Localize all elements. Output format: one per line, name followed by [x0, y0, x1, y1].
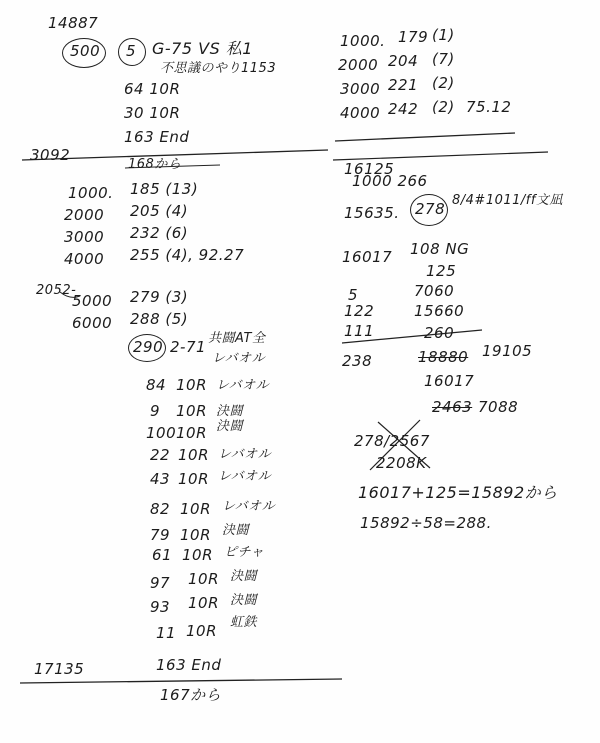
hit-n: 43	[150, 470, 171, 488]
val-16017: 16017	[342, 248, 393, 266]
hit-t: ピチャ	[224, 545, 265, 560]
val-108-ng: 108 NG	[410, 240, 470, 258]
table1-val: 185 (13)	[130, 180, 199, 198]
hit-t: 決闘	[216, 419, 244, 434]
hit-r: 10R	[176, 376, 208, 394]
table1-key: 4000	[64, 250, 105, 268]
hit-r: 10R	[176, 424, 208, 442]
hit-r: 10R	[176, 402, 208, 420]
table2-val: 288 (5)	[130, 310, 189, 328]
crossed-ratio: 278/2567	[354, 432, 430, 450]
struck-value-2: 2463	[432, 398, 473, 416]
val-16017b: 16017	[424, 372, 475, 390]
row-64: 64 10R	[124, 80, 181, 98]
val-125: 125	[426, 262, 457, 280]
rt-extra: 75.12	[466, 98, 512, 116]
circle-290-value: 290	[133, 338, 164, 356]
rt-key: 2000	[338, 56, 379, 74]
bottom-total: 17135	[34, 660, 85, 678]
sum-left: 5	[348, 286, 359, 304]
end-163: 163 End	[156, 656, 222, 674]
rt-count: (2)	[432, 74, 455, 92]
sum-right: 7060	[414, 282, 455, 300]
hit-t: レバオル	[216, 378, 270, 393]
note-271: 2-71	[170, 338, 207, 356]
val-15635: 15635.	[344, 204, 400, 222]
circle-5-value: 5	[126, 42, 137, 60]
hit-t: レバオル	[218, 447, 272, 462]
hit-n: 9	[150, 402, 161, 420]
table1-val: 205 (4)	[130, 202, 189, 220]
value-7088: 7088	[478, 398, 519, 416]
hit-r: 10R	[188, 594, 220, 612]
rt-count: (7)	[432, 50, 455, 68]
rt-key: 1000.	[340, 32, 386, 50]
hit-r: 10R	[178, 470, 210, 488]
sum-left: 122	[344, 302, 375, 320]
equation-1: 16017+125=15892から	[358, 483, 558, 502]
hit-t: 虹鉄	[230, 615, 258, 630]
hit-r: 10R	[182, 546, 214, 564]
hit-n: 79	[150, 526, 171, 544]
hit-t: レバオル	[218, 469, 272, 484]
rt-val: 221	[388, 76, 419, 94]
subtotal: 3092	[30, 146, 71, 164]
rt-count: (1)	[432, 26, 455, 44]
hit-n: 100	[146, 424, 177, 442]
rt-count: (2)	[432, 98, 455, 116]
hit-t: レバオル	[222, 499, 276, 514]
hit-r: 10R	[188, 570, 220, 588]
rt-key: 4000	[340, 104, 381, 122]
note-line-1: G-75 VS 私1	[152, 39, 253, 58]
hit-t: 決闘	[222, 523, 250, 538]
sum-total: 238	[342, 352, 373, 370]
circle-278-value: 278	[415, 200, 446, 218]
hit-n: 97	[150, 574, 171, 592]
note-278: 8/4#1011/ff文凪	[452, 193, 563, 208]
from-168: 168から	[128, 157, 182, 172]
hit-n: 82	[150, 500, 171, 518]
note-line-2: 不思議のやり1153	[160, 61, 277, 76]
sum-right: 260	[424, 324, 455, 342]
hit-r: 10R	[180, 526, 212, 544]
hit-t: 決闘	[230, 593, 258, 608]
table2-val: 279 (3)	[130, 288, 189, 306]
table1-val: 232 (6)	[130, 224, 189, 242]
rt-val: 204	[388, 52, 419, 70]
sum-left: 111	[344, 322, 375, 340]
rt-val: 242	[388, 100, 419, 118]
row-30: 30 10R	[124, 104, 181, 122]
hit-r: 10R	[178, 446, 210, 464]
hit-n: 11	[156, 624, 177, 642]
hit-r: 10R	[180, 500, 212, 518]
equation-2: 15892÷58=288.	[360, 514, 492, 532]
hit-r: 10R	[186, 622, 218, 640]
note-271-tag: 共闘AT全	[208, 331, 266, 346]
hit-n: 93	[150, 598, 171, 616]
left-divider-line-2	[20, 679, 342, 683]
value-19105: 19105	[482, 342, 533, 360]
sum-right: 15660	[414, 302, 465, 320]
table2-key: 5000	[72, 292, 113, 310]
top-total: 14887	[48, 14, 99, 32]
struck-value-1: 18880	[418, 348, 469, 366]
table1-key: 3000	[64, 228, 105, 246]
crossed-sub: 2208K	[376, 454, 427, 472]
hit-t: 決闘	[216, 404, 244, 419]
table1-key: 1000.	[68, 184, 114, 202]
row-163-end: 163 End	[124, 128, 190, 146]
table1-val: 255 (4), 92.27	[130, 246, 245, 264]
right-divider-line-2	[333, 152, 548, 160]
rt-key: 3000	[340, 80, 381, 98]
hit-n: 84	[146, 376, 167, 394]
mark-16125: 16125	[344, 160, 395, 178]
hit-t: 決闘	[230, 569, 258, 584]
circle-500-value: 500	[70, 42, 101, 60]
note-271-sub: レバオル	[212, 351, 266, 366]
row-1000-266: 1000 266	[352, 172, 428, 190]
table1-key: 2000	[64, 206, 105, 224]
right-divider-line-1	[335, 133, 515, 141]
hit-n: 61	[152, 546, 173, 564]
rt-val: 179	[398, 28, 429, 46]
mark-2052: 2052-	[36, 283, 77, 298]
from-167: 167から	[160, 686, 222, 704]
hit-n: 22	[150, 446, 171, 464]
table2-key: 6000	[72, 314, 113, 332]
